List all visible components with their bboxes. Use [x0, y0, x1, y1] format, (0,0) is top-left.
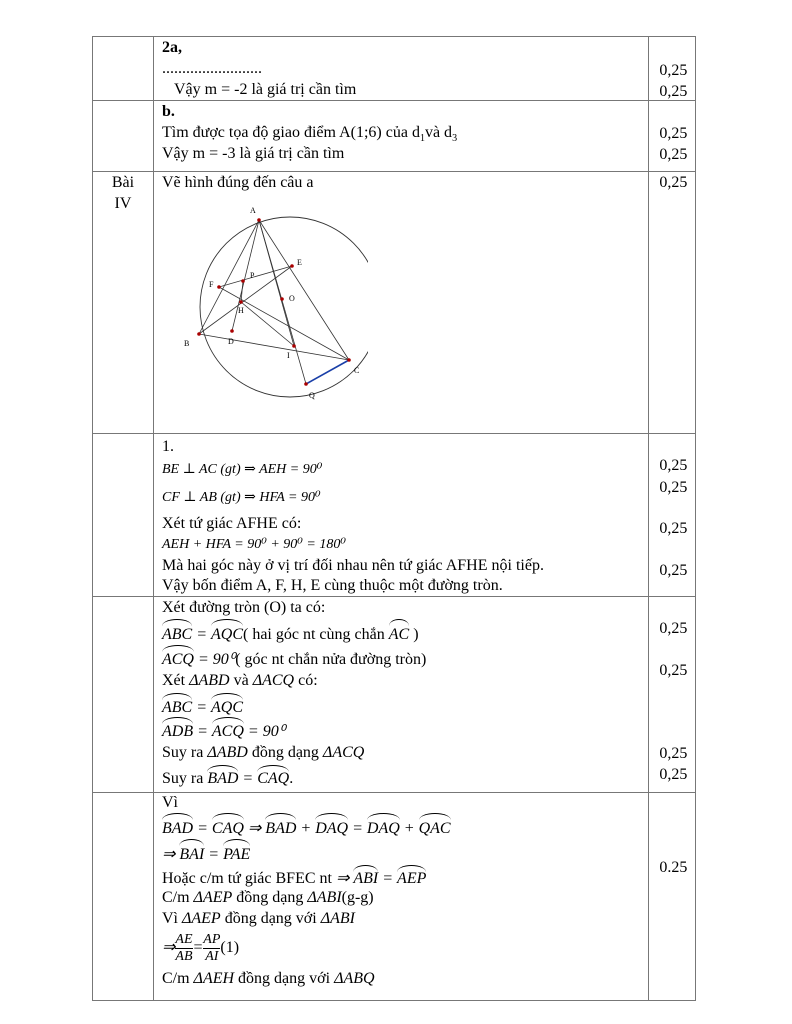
subscript: 3 — [452, 133, 458, 145]
score-value: 0,25 — [659, 83, 688, 100]
text-fragment: Tìm được tọa độ giao điểm A(1;6) của d — [161, 124, 420, 141]
ellipsis-line: ......................... — [161, 60, 262, 77]
label-c: C — [353, 366, 360, 375]
formula-line: CF ⊥ AB (gt) ⇒ HFA = 90⁰ — [161, 490, 321, 505]
text-line: Suy ra ΔABD đồng dạng ΔACQ — [161, 744, 365, 761]
text-line: Vẽ hình đúng đến câu a — [161, 174, 314, 191]
score-cell — [649, 597, 696, 793]
formula-line: BE ⊥ AC (gt) ⇒ AEH = 90⁰ — [161, 462, 323, 477]
table-row — [93, 172, 696, 434]
label-f: F — [208, 280, 214, 289]
text-fragment: C/m — [161, 889, 190, 906]
text-fragment: C/m — [161, 970, 190, 987]
score-value: 0,25 — [659, 479, 688, 496]
grading-table — [92, 36, 696, 1001]
formula-line: ACQ = 90⁰( góc nt chắn nửa đường tròn) — [162, 645, 648, 669]
fraction-line: ⇒ $\frac{AE}{AB}$ = $\frac{AP}{AI}$ (1) — [161, 931, 240, 964]
text-fragment: Suy ra — [161, 744, 204, 761]
formula-line: BAD = CAQ ⇒ BAD + DAQ = DAQ + QAC — [162, 813, 648, 839]
label-b: B — [183, 339, 190, 348]
score-value: 0,25 — [659, 174, 688, 191]
score-value: 0,25 — [659, 766, 688, 783]
text-line: Mà hai góc này ở vị trí đối nhau nên tứ giác AFHE nội tiếp. — [161, 557, 544, 574]
content-cell — [153, 793, 648, 1001]
label-h: H — [237, 306, 244, 315]
score-cell — [649, 101, 696, 172]
text-fragment: ( hai góc nt cùng chắn — [243, 626, 385, 643]
text-line: C/m ΔAEH đồng dạng với ΔABQ — [161, 970, 375, 987]
text-line: Suy ra BAD = CAQ. — [162, 765, 648, 787]
score-value: 0.25 — [659, 859, 688, 876]
table-row — [93, 101, 696, 172]
table-row — [93, 434, 696, 597]
label-a: A — [249, 206, 256, 215]
figure-lines — [199, 220, 349, 384]
table-row — [93, 37, 696, 101]
text-line: Hoặc c/m tứ giác BFEC nt ⇒ ABI = AEP — [162, 865, 648, 887]
section-cell — [93, 101, 154, 172]
label-i: I — [286, 351, 290, 360]
content-cell — [153, 172, 648, 434]
section-cell — [93, 434, 154, 597]
score-cell — [649, 172, 696, 434]
text-fragment: có: — [298, 672, 318, 689]
label-q: Q — [308, 391, 315, 400]
text-fragment: Xét — [161, 672, 186, 689]
section-cell — [93, 597, 154, 793]
score-cell — [649, 37, 696, 101]
score-value: 0,25 — [659, 125, 688, 142]
text-line: Vậy bốn điểm A, F, H, E cùng thuộc một đường tròn. — [161, 577, 503, 594]
section-cell — [93, 37, 154, 101]
content-cell — [153, 434, 648, 597]
text-line: Vì ΔAEP đồng dạng với ΔABI — [161, 910, 355, 927]
geometry-figure — [168, 193, 368, 403]
section-label: IV — [114, 195, 132, 212]
conclusion-line: Vậy m = -3 là giá trị cần tìm — [161, 145, 345, 162]
text-line: Vì — [161, 794, 178, 811]
text-line: Xét tứ giác AFHE có: — [161, 515, 302, 532]
text-fragment: Hoặc c/m tứ giác BFEC nt — [161, 870, 332, 887]
formula-line: ABC = AQC( hai góc nt cùng chắn AC ) — [162, 619, 648, 645]
text-fragment: đồng dạng — [251, 744, 319, 761]
label-d: D — [227, 337, 234, 346]
text-fragment: đồng dạng — [236, 889, 304, 906]
content-cell — [153, 37, 648, 101]
conclusion-line: Vậy m = -2 là giá trị cần tìm — [173, 81, 357, 98]
score-value: 0,25 — [659, 457, 688, 474]
score-value: 0,25 — [659, 620, 688, 637]
score-value: 0,25 — [659, 745, 688, 762]
label-e: E — [296, 258, 302, 267]
text-fragment: và d — [424, 124, 453, 141]
score-cell — [649, 434, 696, 597]
score-value: 0,25 — [659, 562, 688, 579]
score-value: 0,25 — [659, 662, 688, 679]
score-value: 0,25 — [659, 146, 688, 163]
label-p: P — [249, 271, 255, 280]
formula-line: AEH + HFA = 90⁰ + 90⁰ = 180⁰ — [161, 537, 346, 552]
item-number: 1. — [161, 438, 174, 455]
formula-line: ⇒ BAI = PAE — [162, 839, 648, 865]
part-heading: 2a, — [161, 39, 182, 56]
text-fragment: đồng dạng với — [238, 970, 331, 987]
table-row — [93, 597, 696, 793]
section-cell — [93, 172, 154, 434]
content-cell — [153, 597, 648, 793]
text-line — [162, 122, 648, 143]
formula-line: ABC = AQC — [162, 693, 648, 717]
text-fragment: Vì — [161, 910, 178, 927]
text-fragment: (g-g) — [341, 889, 374, 906]
section-label: Bài — [111, 174, 135, 191]
text-fragment: ( góc nt chắn nửa đường tròn) — [235, 651, 427, 668]
score-value: 0,25 — [659, 520, 688, 537]
label-o: O — [288, 294, 295, 303]
part-heading: b. — [161, 103, 175, 120]
text-line: C/m ΔAEP đồng dạng ΔABI(g-g) — [161, 889, 374, 906]
formula-line: ADB = ACQ = 90⁰ — [162, 717, 648, 741]
score-cell — [649, 793, 696, 1001]
text-fragment: Suy ra — [161, 770, 204, 787]
section-cell — [93, 793, 154, 1001]
subscript: 1 — [419, 133, 425, 145]
score-value: 0,25 — [659, 62, 688, 79]
text-line: Xét đường tròn (O) ta có: — [161, 599, 326, 616]
text-fragment: và — [233, 672, 249, 689]
content-cell — [153, 101, 648, 172]
table-row — [93, 793, 696, 1001]
text-line: Xét ΔABD và ΔACQ có: — [161, 672, 318, 689]
text-fragment: đồng dạng với — [224, 910, 317, 927]
